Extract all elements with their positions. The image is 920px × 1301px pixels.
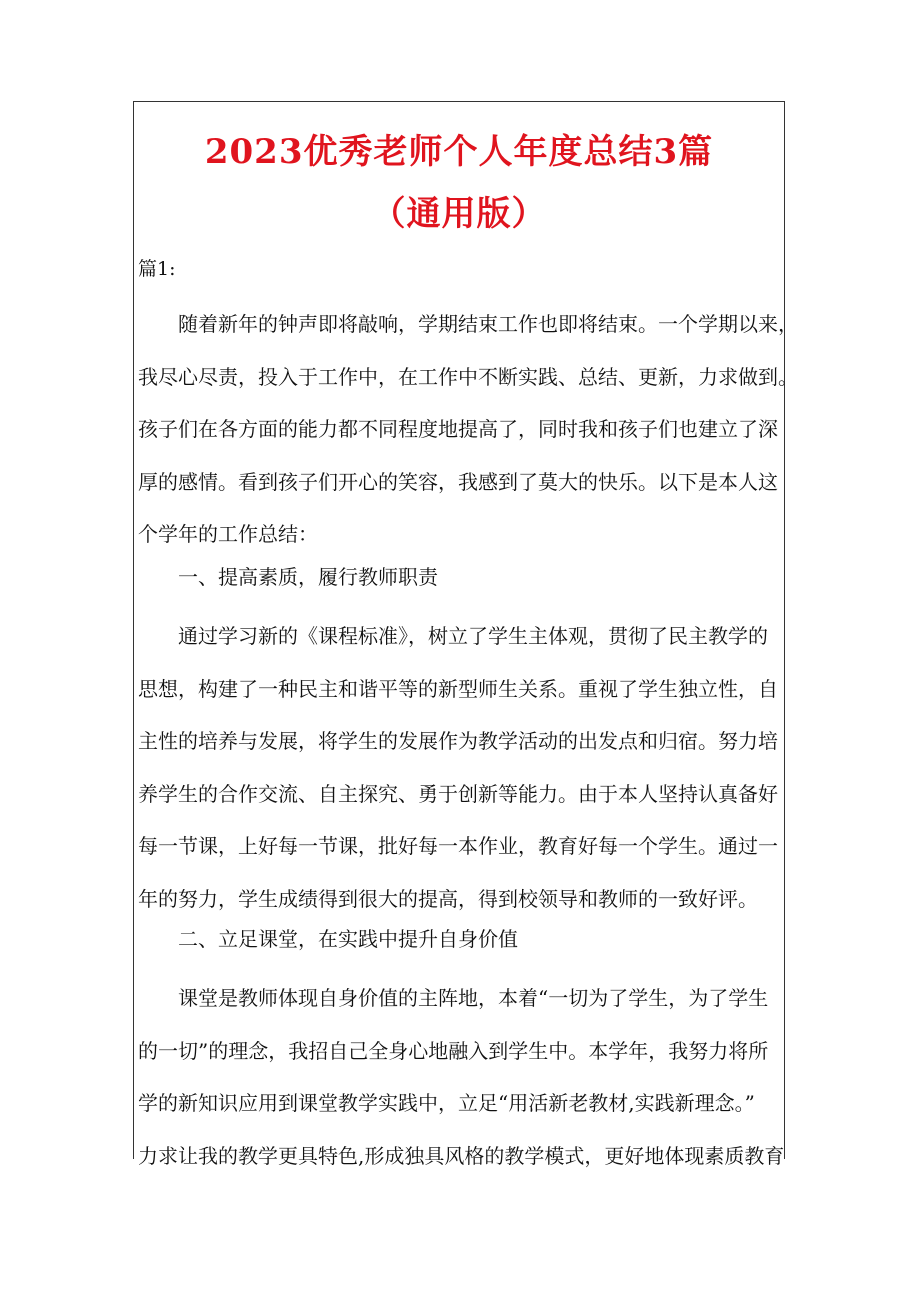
text-line: 主性的培养与发展，将学生的发展作为教学活动的出发点和归宿。努力培 [138, 729, 778, 753]
section2-heading: 二、立足课堂，在实践中提升自身价值 [178, 927, 518, 951]
text-line: 养学生的合作交流、自主探究、勇于创新等能力。由于本人坚持认真备好 [138, 781, 778, 806]
section2-paragraph [138, 972, 785, 1182]
text-line: 个学年的工作总结： [138, 522, 318, 546]
text-line: 年的努力，学生成绩得到很大的提高，得到校领导和教师的一致好评。 [138, 886, 758, 911]
text-line: 课堂是教师体现自身价值的主阵地，本着“一切为了学生，为了学生 [178, 986, 769, 1010]
text-line: 孩子们在各方面的能力都不同程度地提高了，同时我和孩子们也建立了深 [138, 417, 778, 441]
text-line: 的一切”的理念，我招自己全身心地融入到学生中。本学年，我努力将所 [138, 1038, 769, 1063]
document-subtitle: （通用版） [371, 194, 547, 234]
section1-paragraph [138, 610, 782, 925]
text-line: 通过学习新的《课程标准》，树立了学生主体观，贯彻了民主教学的 [178, 624, 768, 648]
chapter-label: 篇1: [138, 258, 176, 280]
text-line: 力求让我的教学更具特色,形成独具风格的教学模式，更好地体现素质教育 [138, 1143, 785, 1168]
document-frame [133, 101, 798, 1168]
text-line: 学的新知识应用到课堂教学实践中，立足“用活新老教材,实践新理念。” [138, 1091, 755, 1115]
text-line: 随着新年的钟声即将敲响，学期结束工作也即将结束。一个学期以来， [178, 312, 798, 336]
intro-paragraph [138, 298, 798, 561]
text-line: 我尽心尽责，投入于工作中，在工作中不断实践、总结、更新，力求做到。 [138, 364, 798, 389]
text-line: 思想，构建了一种民主和谐平等的新型师生关系。重视了学生独立性，自 [138, 676, 778, 701]
text-line: 每一节课，上好每一节课，批好每一本作业，教育好每一个学生。通过一 [138, 834, 778, 858]
text-line: 厚的感情。看到孩子们开心的笑容，我感到了莫大的快乐。以下是本人这 [138, 469, 778, 494]
section1-heading: 一、提高素质，履行教师职责 [178, 565, 438, 589]
document-title: 2023优秀老师个人年度总结3篇 [204, 132, 714, 172]
